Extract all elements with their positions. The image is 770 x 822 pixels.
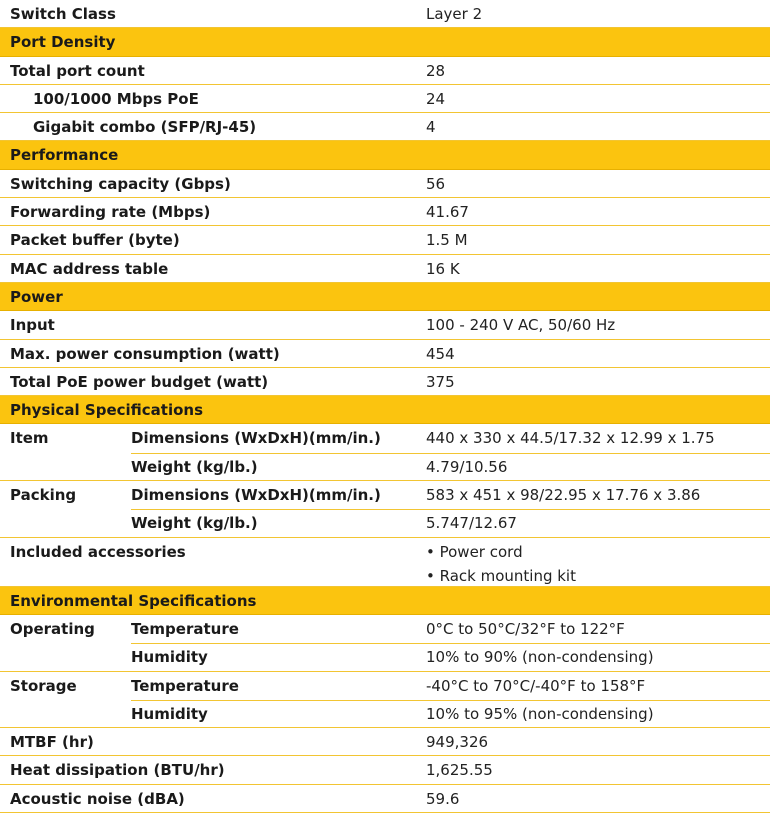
row-label: Acoustic noise (dBA): [10, 789, 185, 808]
row-value: 4.79/10.56: [426, 457, 508, 476]
row-label: Humidity: [131, 704, 208, 723]
row-value: 1.5 M: [426, 231, 468, 250]
row-label: Forwarding rate (Mbps): [10, 203, 211, 222]
row-value: 10% to 95% (non-condensing): [426, 704, 654, 723]
row-value: 949,326: [426, 733, 489, 752]
row-operating-temperature: [0, 615, 770, 643]
row-value: 5.747/12.67: [426, 514, 517, 533]
row-label: 100/1000 Mbps PoE: [33, 89, 199, 108]
section-port-density: [0, 28, 770, 56]
row-label: Dimensions (WxDxH)(mm/in.): [131, 486, 381, 505]
row-value: 28: [426, 61, 446, 80]
group-label: Packing: [10, 486, 77, 505]
list-item: • Rack mounting kit: [426, 566, 576, 585]
row-item-weight: [0, 453, 770, 481]
row-total-port-count: [0, 57, 770, 85]
section-title: Power: [10, 287, 63, 306]
row-included-accessories: [0, 538, 770, 587]
row-label: Switching capacity (Gbps): [10, 174, 231, 193]
row-storage-humidity: [0, 700, 770, 728]
section-title: Physical Specifications: [10, 401, 204, 420]
group-label: Item: [10, 429, 49, 448]
row-value: 583 x 451 x 98/22.95 x 17.76 x 3.86: [426, 486, 701, 505]
row-label: Weight (kg/lb.): [131, 457, 258, 476]
row-label: Packet buffer (byte): [10, 231, 180, 250]
row-max-power: [0, 340, 770, 368]
section-power: [0, 283, 770, 311]
row-value: 24: [426, 89, 446, 108]
row-heat-dissipation: [0, 756, 770, 784]
row-label: MTBF (hr): [10, 733, 94, 752]
row-value: 440 x 330 x 44.5/17.32 x 12.99 x 1.75: [426, 429, 715, 448]
row-label: Heat dissipation (BTU/hr): [10, 761, 225, 780]
row-acoustic-noise: [0, 785, 770, 813]
row-label: Included accessories: [10, 542, 186, 561]
section-title: Performance: [10, 146, 119, 165]
row-packet-buffer: [0, 226, 770, 254]
row-poe-ports: [0, 85, 770, 113]
row-value: -40°C to 70°C/-40°F to 158°F: [426, 676, 646, 695]
section-physical: [0, 396, 770, 424]
row-value: 41.67: [426, 203, 469, 222]
row-switching-capacity: [0, 170, 770, 198]
row-value: 375: [426, 372, 455, 391]
row-label: Dimensions (WxDxH)(mm/in.): [131, 429, 381, 448]
row-packing-weight: [0, 509, 770, 537]
row-value: 0°C to 50°C/32°F to 122°F: [426, 619, 625, 638]
section-performance: [0, 141, 770, 169]
row-label: Weight (kg/lb.): [131, 514, 258, 533]
row-mtbf: [0, 728, 770, 756]
row-mac-table: [0, 255, 770, 283]
row-label: MAC address table: [10, 259, 169, 278]
row-label: Switch Class: [10, 5, 116, 23]
row-label: Total port count: [10, 61, 145, 80]
row-value: 454: [426, 344, 455, 363]
row-value: 59.6: [426, 789, 460, 808]
row-packing-dimensions: [0, 481, 770, 509]
row-label: Temperature: [131, 619, 239, 638]
list-item: • Power cord: [426, 542, 523, 561]
row-storage-temperature: [0, 672, 770, 700]
group-label: Storage: [10, 676, 77, 695]
row-value: 1,625.55: [426, 761, 493, 780]
row-value: 4: [426, 118, 436, 137]
accessory-list: [426, 540, 576, 588]
row-label: Max. power consumption (watt): [10, 344, 280, 363]
row-value: 10% to 90% (non-condensing): [426, 648, 654, 667]
section-title: Environmental Specifications: [10, 591, 257, 610]
row-label: Temperature: [131, 676, 239, 695]
section-environmental: [0, 587, 770, 615]
row-combo-ports: [0, 113, 770, 141]
row-value: 16 K: [426, 259, 460, 278]
row-item-dimensions: [0, 424, 770, 452]
row-power-input: [0, 311, 770, 339]
row-operating-humidity: [0, 643, 770, 671]
row-switch-class: [0, 0, 770, 28]
row-poe-budget: [0, 368, 770, 396]
row-value: Layer 2: [426, 5, 483, 23]
row-label: Total PoE power budget (watt): [10, 372, 269, 391]
row-value: 56: [426, 174, 446, 193]
row-label: Input: [10, 316, 55, 335]
row-label: Humidity: [131, 648, 208, 667]
group-label: Operating: [10, 619, 95, 638]
section-title: Port Density: [10, 33, 116, 52]
row-label: Gigabit combo (SFP/RJ-45): [33, 118, 257, 137]
row-value: 100 - 240 V AC, 50/60 Hz: [426, 316, 616, 335]
row-forwarding-rate: [0, 198, 770, 226]
